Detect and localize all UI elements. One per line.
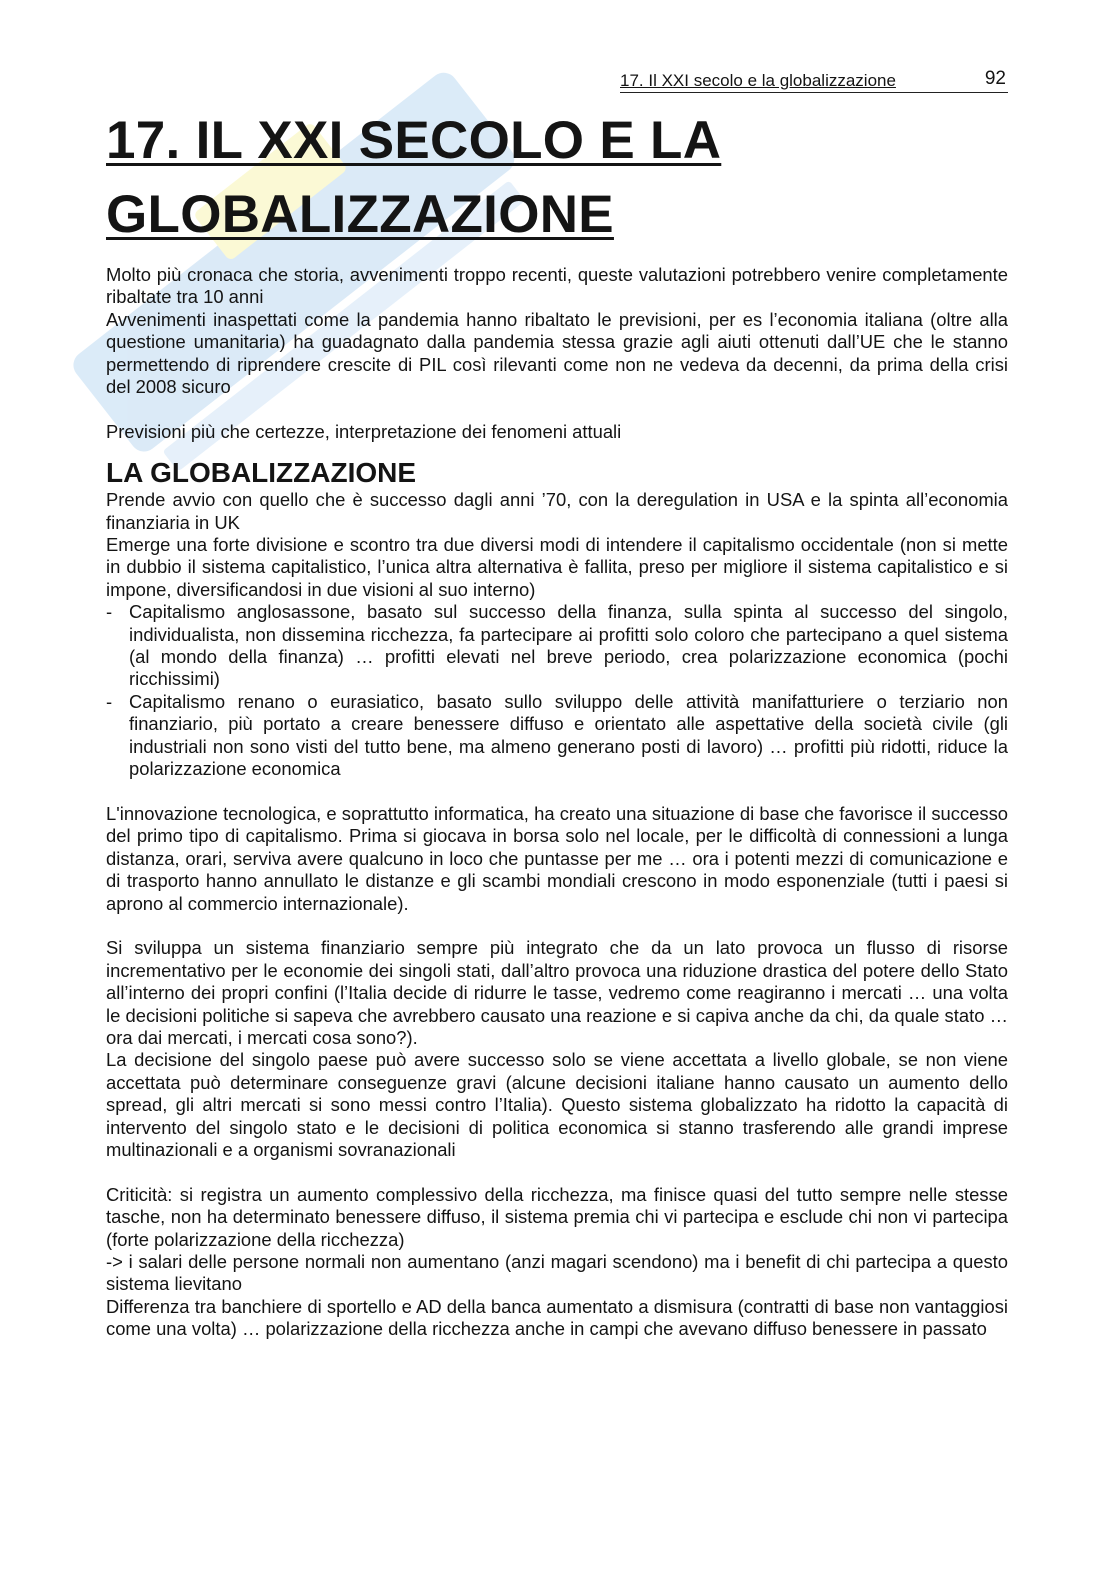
section-heading: LA GLOBALIZZAZIONE — [106, 457, 417, 489]
bullet-dash: - — [106, 690, 113, 712]
page-header — [620, 68, 1008, 93]
bullet-dash: - — [106, 601, 113, 623]
chapter-title-line-2: GLOBALIZZAZIONE — [106, 185, 614, 244]
bullet-text: Capitalismo renano o eurasiatico, basato sullo sviluppo delle attività manifatturiere o terziario non finanziario, più portato a creare benessere diffuso e orientato alle aspettative della società civile (gli industriali non sono visti del tutto bene, ma almeno generano posti di lavoro) … profitti più ridotti, riduce la polarizzazione economica — [129, 690, 1008, 780]
paragraph-spacer — [106, 781, 1008, 803]
section-paragraph-1: Prende avvio con quello che è successo dagli anni ’70, con la deregulation in USA e la spinta all’economia finanziaria in UK — [106, 489, 1008, 533]
section-paragraph-2: Emerge una forte divisione e scontro tra due diversi modi di intendere il capitalismo occidentale (non si mette in dubbio il sistema capitalistico, l’unica altra alternativa è fallita, preso per migliore il sistema capitalistico e si impone, diversificandosi in due visioni al suo interno) — [106, 534, 1008, 600]
chapter-title — [106, 104, 986, 252]
intro-paragraph-1: Molto più cronaca che storia, avvenimenti troppo recenti, queste valutazioni potrebbero venire completamente ribaltate tra 10 anni — [106, 264, 1008, 308]
section-paragraph-8: Differenza tra banchiere di sportello e AD della banca aumentato a dismisura (contratti di base non vantaggiosi come una volta) … polarizzazione della ricchezza anche in campi che avevano diffuso benessere in passato — [106, 1295, 1008, 1340]
document-body — [106, 264, 1008, 1341]
chapter-title-line-1: 17. IL XXI SECOLO E LA — [106, 111, 722, 170]
list-item — [106, 691, 1008, 781]
section-paragraph-3: L'innovazione tecnologica, e soprattutto informatica, ha creato una situazione di base che favorisce il successo del primo tipo di capitalismo. Prima si giocava in borsa solo nel locale, per le difficoltà di connessioni a lunga distanza, orari, serviva avere qualcuno in loco che puntasse per me … ora i potenti mezzi di comunicazione e di trasporto hanno annullato le distanze e gli scambi mondiali crescono in modo esponenziale (tutti i paesi si aprono al commercio internazionale). — [106, 802, 1008, 914]
intro-paragraph-3: Previsioni più che certezze, interpretazione dei fenomeni attuali — [106, 420, 622, 442]
section-paragraph-7: -> i salari delle persone normali non aumentano (anzi magari scendono) ma i benefit di chi partecipa a questo sistema lievitano — [106, 1251, 1008, 1295]
section-paragraph-6: Criticità: si registra un aumento complessivo della ricchezza, ma finisce quasi del tutto sempre nelle stesse tasche, non ha determinato benessere diffuso, il sistema premia chi vi partecipa e esclude chi non vi partecipa (forte polarizzazione della ricchezza) — [106, 1183, 1008, 1250]
list-item — [106, 601, 1008, 691]
paragraph-spacer — [106, 398, 1008, 420]
page-number: 92 — [984, 68, 1006, 89]
intro-paragraph-2: Avvenimenti inaspettati come la pandemia hanno ribaltato le previsioni, per es l’economia italiana (oltre alla questione umanitaria) ha guadagnato dalla pandemia stessa grazie agli aiuti ottenuti dall’UE che le stanno permettendo di riprendere crescite di PIL così rilevanti come non ne vedeva da decenni, da prima della crisi del 2008 sicuro — [106, 308, 1008, 398]
bullet-text: Capitalismo anglosassone, basato sul successo della finanza, sulla spinta al successo del singolo, individualista, non dissemina ricchezza, fa partecipare ai profitti solo coloro che partecipano a quel sistema (al mondo della finanza) … profitti elevati nel breve periodo, crea polarizzazione economica (pochi ricchissimi) — [129, 601, 1008, 690]
running-title: 17. Il XXI secolo e la globalizzazione — [620, 71, 896, 90]
section-paragraph-4: Si sviluppa un sistema finanziario sempre più integrato che da un lato provoca un flusso di risorse incrementativo per le economie dei singoli stati, dall’altro provoca una riduzione drastica del potere dello Stato all’interno dei propri confini (l’Italia decide di ridurre le tasse, vedremo come reagiranno i mercati … una volta le decisioni politiche si sapeva che avrebbero causato una reazione e si capiva anche da chi, da quale stato … ora dai mercati, i mercati cosa sono?). — [106, 937, 1008, 1048]
paragraph-spacer — [106, 1161, 1008, 1183]
paragraph-spacer — [106, 915, 1008, 937]
bullet-list — [106, 601, 1008, 780]
section-paragraph-5: La decisione del singolo paese può avere successo solo se viene accettata a livello globale, se non viene accettata può determinare conseguenze gravi (alcune decisioni italiane hanno causato un aumento dello spread, gli altri mercati si sono messi contro l’Italia). Questo sistema globalizzato ha ridotto la capacità di intervento del singolo stato e le decisioni di politica economica si stanno trasferendo alle grandi imprese multinazionali e a organismi sovranazionali — [106, 1049, 1008, 1160]
